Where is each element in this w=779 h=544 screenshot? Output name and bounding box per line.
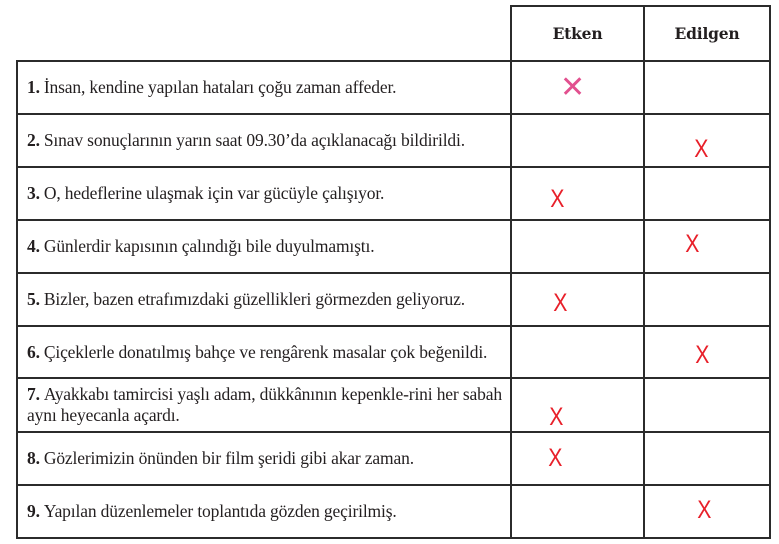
table-row-statement (18, 379, 510, 431)
table-row-statement (18, 115, 510, 166)
row-number: 8. (27, 448, 40, 468)
table-row-statement (18, 327, 510, 377)
row-number: 6. (27, 341, 40, 362)
x-mark-icon: X (697, 496, 712, 524)
x-mark-icon: X (548, 444, 563, 472)
row-text: Ayakkabı tamircisi yaşlı adam, dükkânının kepenkle-rini her sabah aynı heyecanla açardı. (27, 384, 502, 425)
row-text: Bizler, bazen etrafımızdaki güzellikleri görmezden geliyoruz. (43, 289, 465, 309)
x-mark-icon: ✕ (560, 71, 586, 104)
x-mark-icon: X (685, 230, 700, 258)
x-mark-icon: X (553, 289, 568, 317)
x-mark-icon: X (549, 403, 564, 431)
row-number: 1. (27, 77, 40, 97)
row-text: Yapılan düzenlemeler toplantıda gözden geçirilmiş. (43, 501, 397, 521)
table-row-statement (18, 274, 510, 325)
row-number: 7. (27, 384, 40, 404)
row-number: 2. (27, 130, 40, 150)
x-mark-icon: X (694, 135, 709, 163)
row-number: 4. (27, 236, 40, 256)
table-border-right (769, 5, 771, 539)
header-edilgen: Edilgen (674, 24, 740, 43)
table-row-statement (18, 221, 510, 272)
row-number: 5. (27, 289, 40, 309)
table-row-statement (18, 62, 510, 113)
table-border-bottom (16, 537, 771, 539)
table-row-statement (18, 168, 510, 219)
table-row-statement (18, 486, 510, 537)
header-etken: Etken (552, 24, 603, 43)
row-text: Çiçeklerle donatılmış bahçe ve rengârenk masalar çok beğenildi. (43, 341, 488, 362)
x-mark-icon: X (695, 341, 710, 369)
row-text: Gözlerimizin önünden bir film şeridi gibi akar zaman. (43, 448, 414, 468)
row-text: Sınav sonuçlarının yarın saat 09.30’da açıklanacağı bildirildi. (43, 130, 465, 150)
table-row-statement (18, 433, 510, 484)
x-mark-icon: X (550, 185, 565, 213)
row-text: Günlerdir kapısının çalındığı bile duyulmamıştı. (43, 236, 375, 256)
row-text: O, hedeflerine ulaşmak için var gücüyle çalışıyor. (43, 183, 385, 203)
row-text: İnsan, kendine yapılan hataları çoğu zaman affeder. (43, 77, 397, 97)
column-divider (510, 5, 512, 539)
column-divider (643, 5, 645, 539)
row-number: 3. (27, 183, 40, 203)
row-number: 9. (27, 501, 40, 521)
